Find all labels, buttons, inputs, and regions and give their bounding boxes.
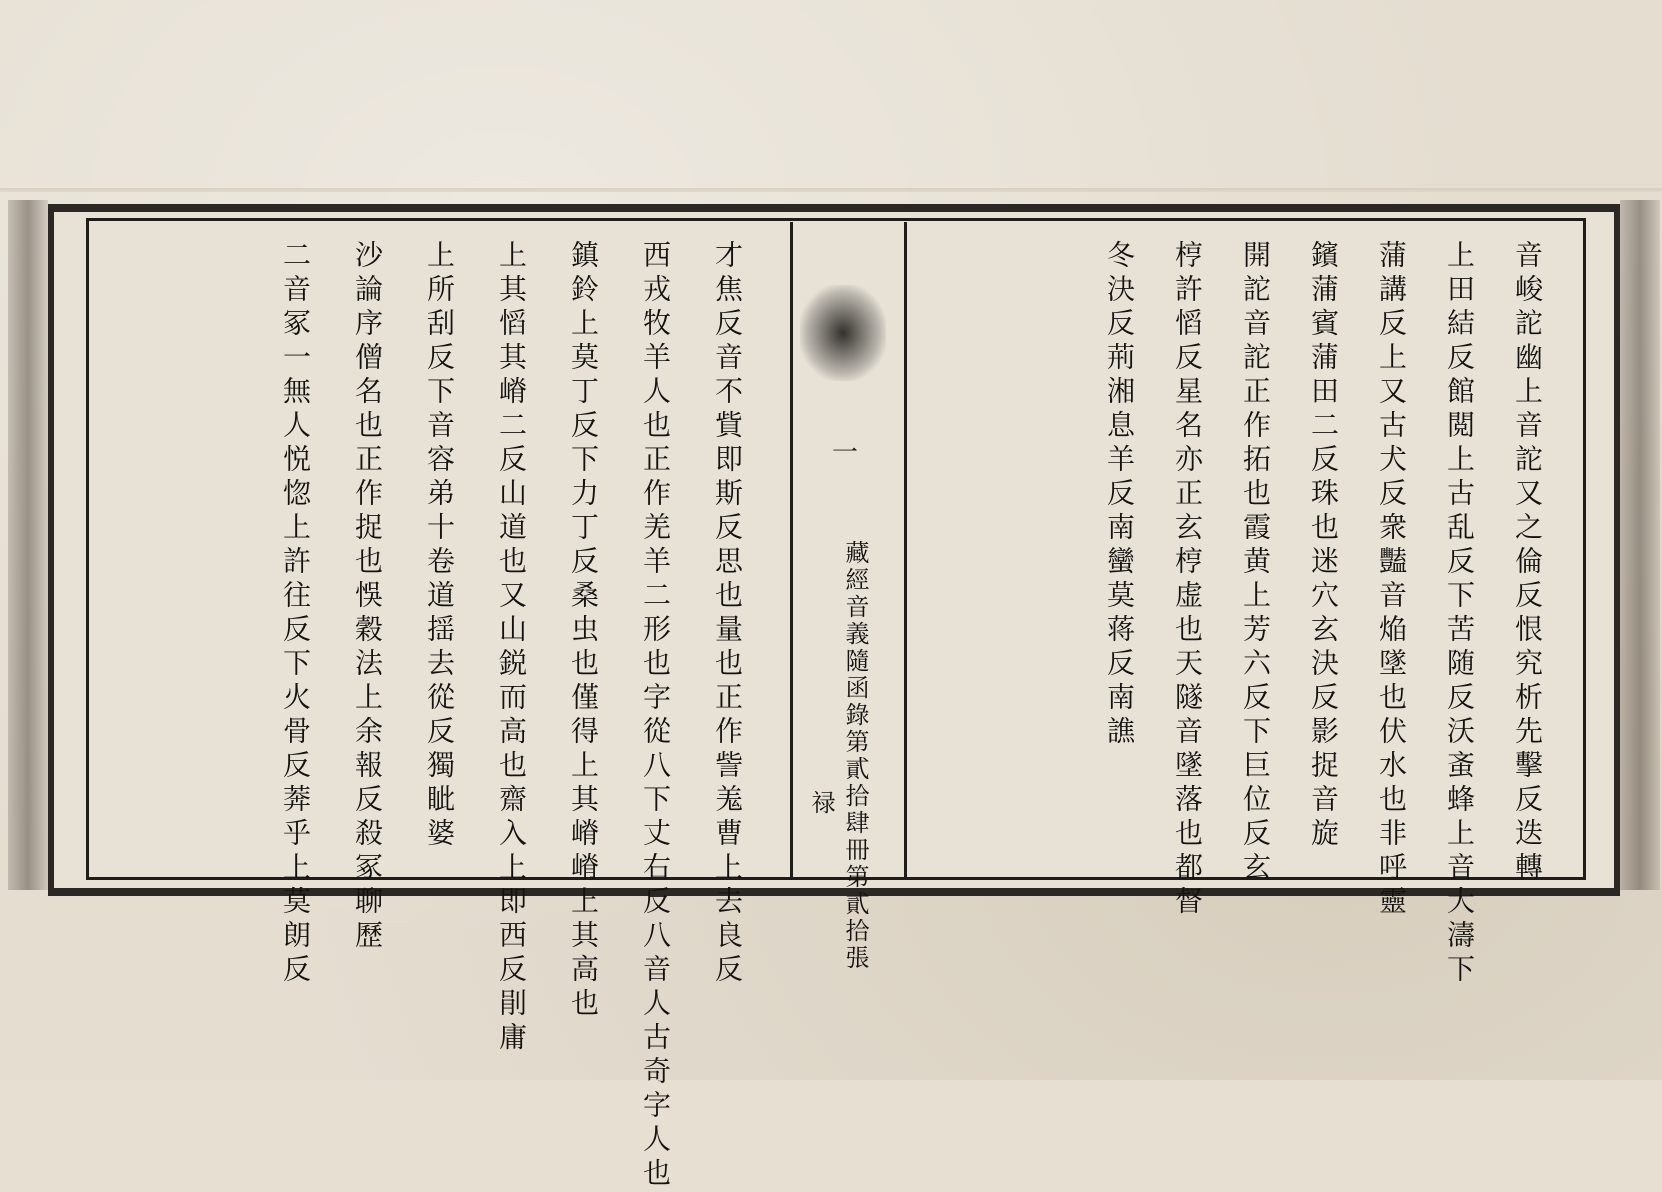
text-column-3: 蒲講反上又古犬反衆豔音焔墜也伏水也非呼靈 bbox=[1375, 240, 1408, 920]
marginal-title: 藏經音義隨函錄第貳拾肆冊第貳拾張 bbox=[841, 540, 869, 972]
text-column-7: 冬決反荊湘息羊反南蠻莫蒋反南譙 bbox=[1103, 240, 1136, 750]
right-edge-ink bbox=[1620, 200, 1660, 890]
ink-blot bbox=[800, 285, 886, 381]
text-column-6: 梈許慆反星名亦正玄梈虚也天隧音墜落也都督 bbox=[1171, 240, 1204, 920]
text-column-13: 沙論序僧名也正作捉也悞穀法上余報反殺冢聊歷 bbox=[351, 240, 384, 954]
text-column-9: 西戎牧羊人也正作羌羊二形也字從八下丈右反八音人古奇字人也 bbox=[639, 240, 672, 1192]
text-column-4: 鑌蒲賓蒲田二反珠也迷穴玄決反影捉音旋 bbox=[1307, 240, 1340, 852]
marginal-mark: 一 bbox=[832, 438, 859, 468]
column-divider-right bbox=[904, 222, 907, 878]
text-column-1: 音峻詑幽上音詑又之倫反恨究析先擊反迭轉 bbox=[1511, 240, 1544, 886]
text-column-2: 上田結反館閲上古乱反下苦随反沃蚉蜂上音大濤下 bbox=[1443, 240, 1476, 988]
marginal-label: 禄 bbox=[807, 790, 835, 817]
text-column-8: 才焦反音不貲即斯反思也量也正作訾羗曹上去良反 bbox=[711, 240, 744, 988]
text-column-12: 上所刮反下音容弟十卷道揺去從反獨眦婆 bbox=[423, 240, 456, 852]
page-fold-line bbox=[0, 188, 1662, 192]
text-column-14: 二音冢一無人悦惚上許往反下火骨反莾乎上莫朗反 bbox=[279, 240, 312, 988]
text-column-11: 上其慆其嵴二反山道也又山鋭而高也齋入上即西反剈庸 bbox=[495, 240, 528, 1056]
text-column-5: 開詑音詑正作拓也霞黄上芳六反下巨位反玄 bbox=[1239, 240, 1272, 886]
left-edge-ink bbox=[8, 200, 48, 890]
text-column-10: 鎮鈴上莫丁反下力丁反桑虫也僅得上其嵴嵴上其高也 bbox=[567, 240, 600, 1022]
column-divider-left bbox=[790, 222, 793, 878]
